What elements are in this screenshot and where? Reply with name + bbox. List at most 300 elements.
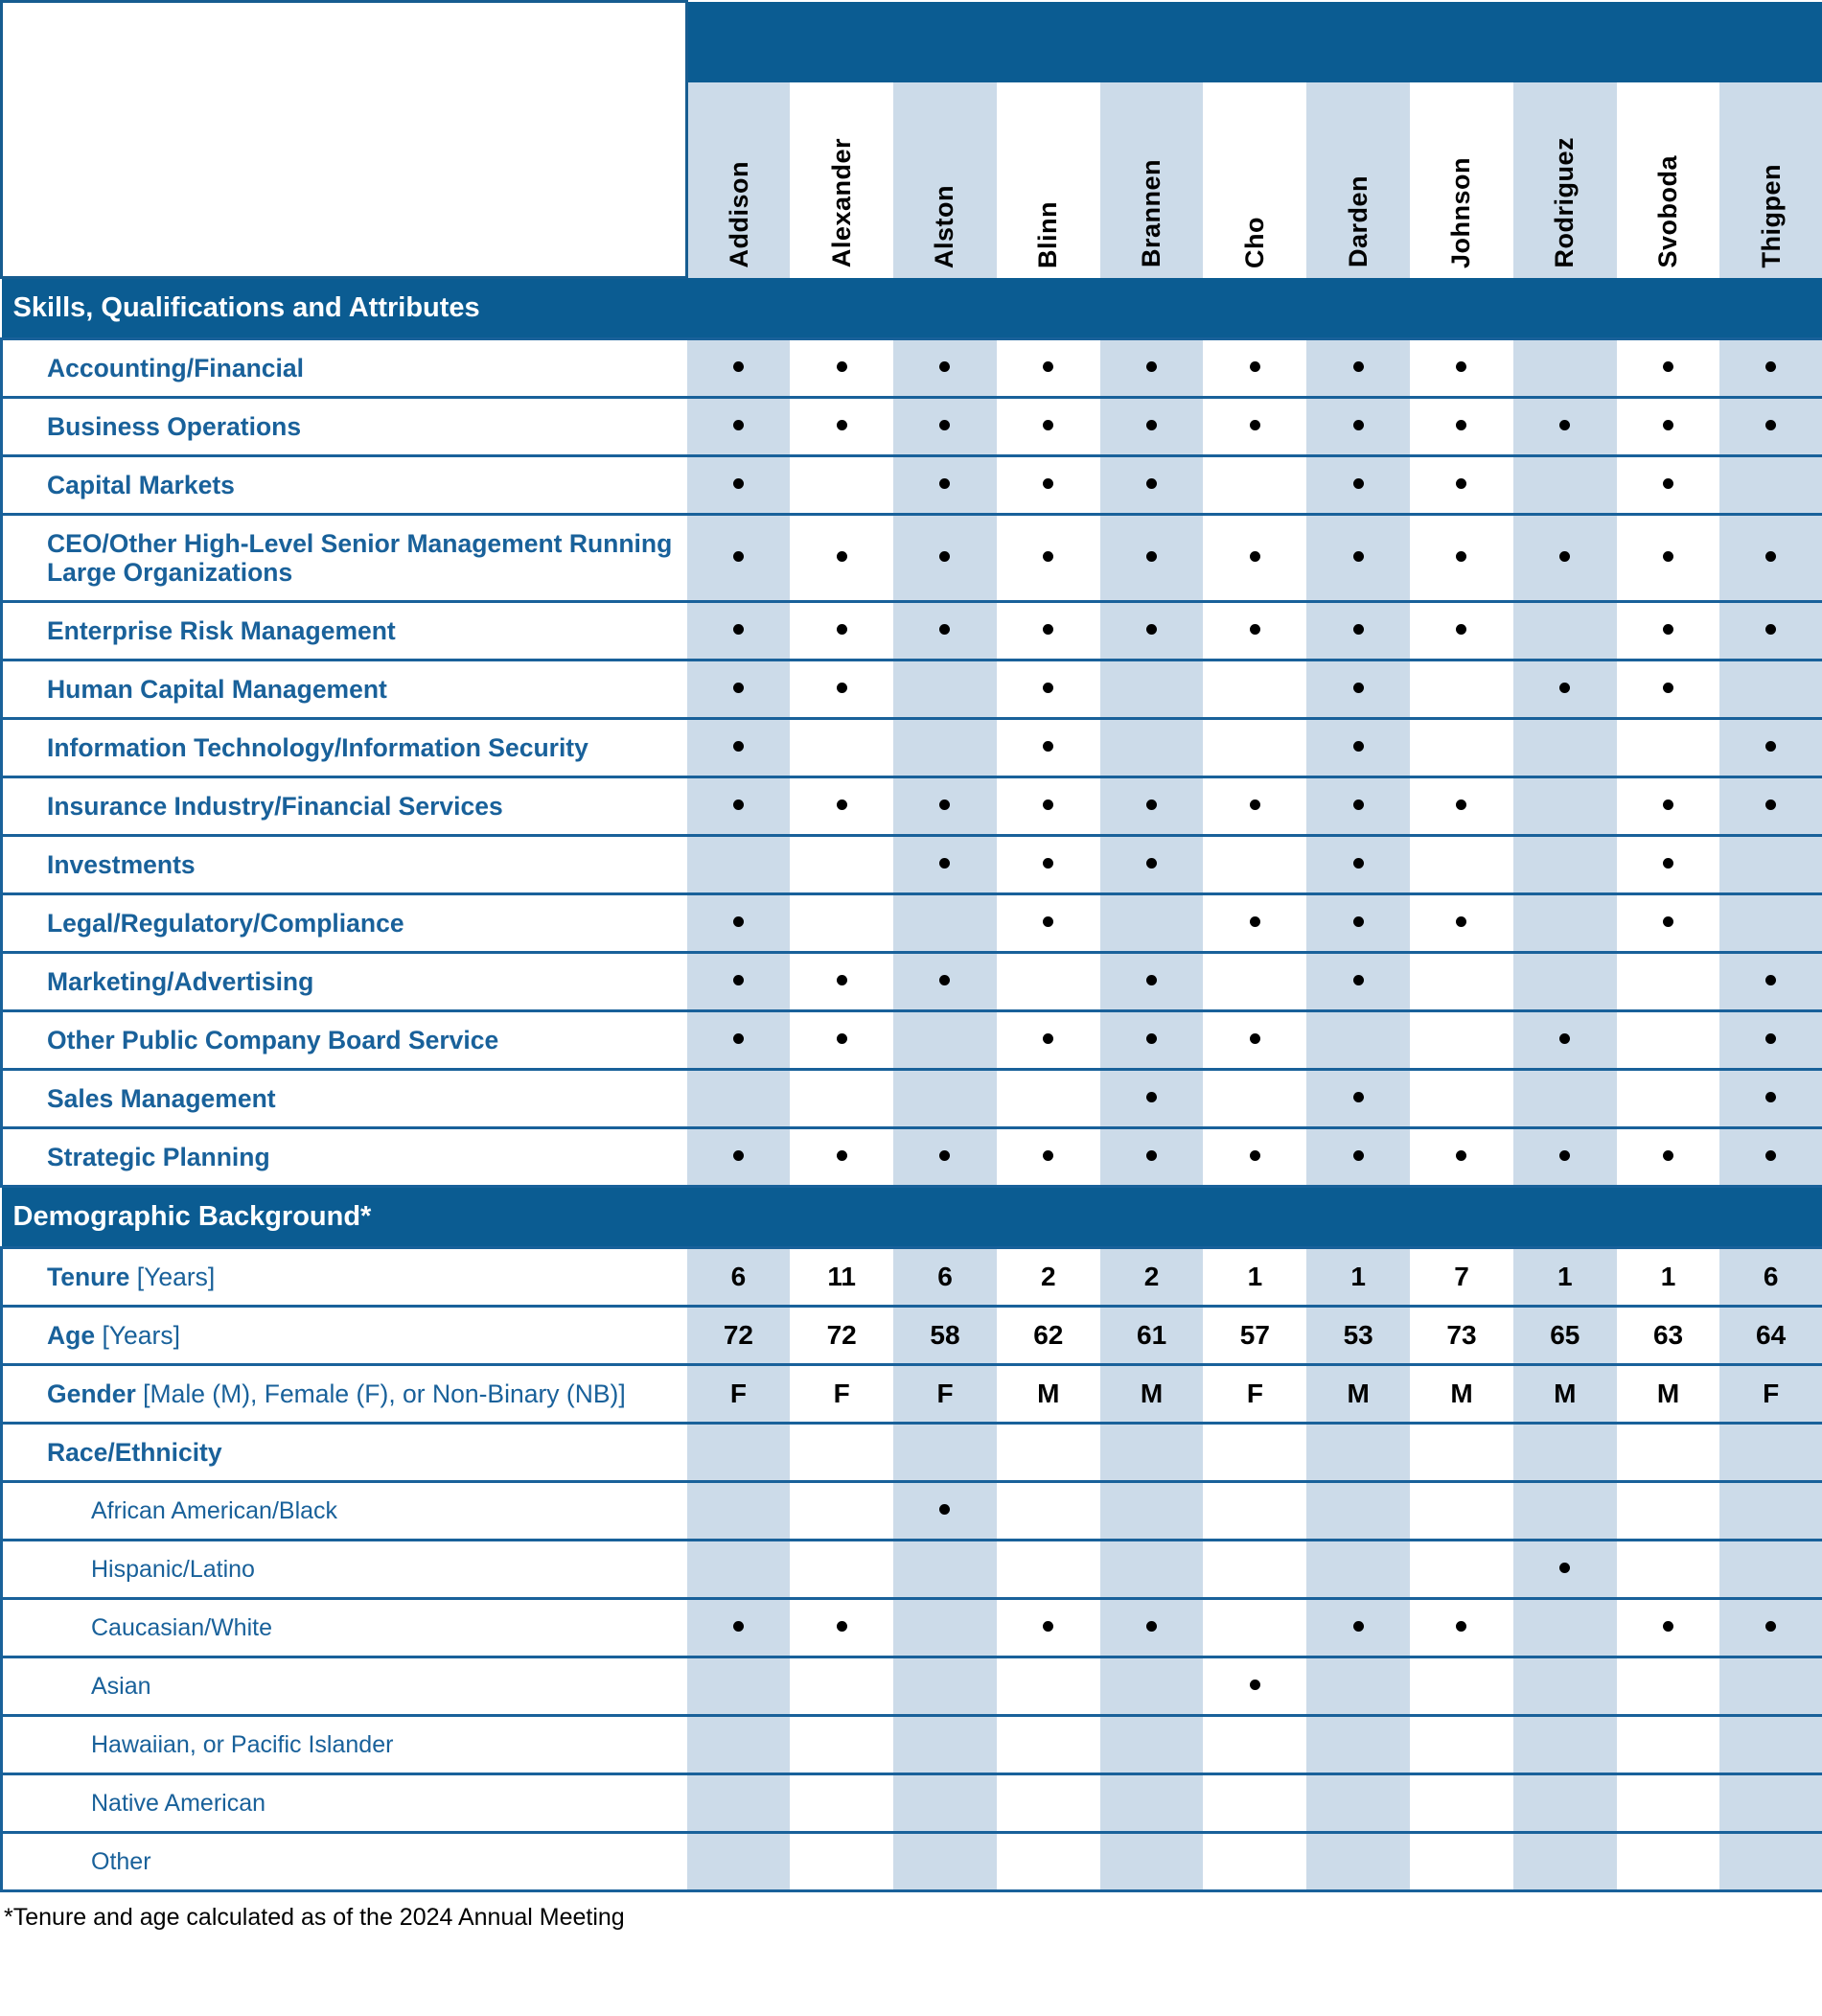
cell-svoboda [1617,719,1720,777]
cell-blinn [997,515,1100,602]
value-rodriguez [1513,1365,1617,1424]
cell-blinn [997,660,1100,719]
skills_rows-label-13: Strategic Planning [2,1128,687,1187]
check-dot-icon [1456,420,1466,430]
cell-thigpen [1719,953,1822,1011]
cell-alston [893,953,997,1011]
cell-value: M [1656,1379,1680,1408]
race-ethnicity-header-row [2,1424,1822,1482]
check-dot-icon [939,551,950,562]
cell-cho [1203,1482,1306,1541]
cell-rodriguez [1513,1482,1617,1541]
header-blue-band [1719,2,1822,82]
cell-thigpen [1719,1070,1822,1128]
cell-blinn [997,602,1100,660]
cell-thigpen [1719,398,1822,456]
value-addison [687,1307,791,1365]
check-dot-icon [1559,1150,1570,1161]
cell-darden [1306,339,1410,398]
value-svoboda [1617,1248,1720,1307]
cell-johnson [1410,1482,1513,1541]
cell-thigpen [1719,1833,1822,1891]
cell-johnson [1410,339,1513,398]
cell-addison [687,1541,791,1599]
cell-darden [1306,719,1410,777]
cell-value: 1 [1660,1262,1676,1291]
director-name-vertical [1100,77,1204,268]
director-name-vertical [1719,77,1822,268]
check-dot-icon [733,683,744,693]
cell-addison [687,894,791,953]
race_rows-label-5: Native American [2,1774,687,1833]
cell-johnson [1410,456,1513,515]
cell-addison [687,1599,791,1657]
cell-cho [1203,836,1306,894]
table-row [2,339,1822,398]
check-dot-icon [1146,975,1157,985]
check-dot-icon [1353,551,1364,562]
cell-alston [893,1599,997,1657]
skills_rows-label-12: Sales Management [2,1070,687,1128]
director-name-vertical [893,77,997,268]
value-blinn [997,1248,1100,1307]
check-dot-icon [1765,420,1776,430]
cell-value: M [1037,1379,1060,1408]
demographic-label-bold: Tenure [47,1262,130,1291]
table-row [2,1128,1822,1187]
matrix-corner-cell [2,2,687,278]
cell-rodriguez [1513,1599,1617,1657]
demographic-label-2 [2,1365,687,1424]
cell-blinn [997,1716,1100,1774]
table-row [2,1716,1822,1774]
cell-value: F [729,1379,747,1408]
check-dot-icon [1146,1092,1157,1102]
check-dot-icon [837,1150,847,1161]
table-row [2,1657,1822,1716]
check-dot-icon [733,1621,744,1632]
check-dot-icon [1043,420,1053,430]
check-dot-icon [1353,1150,1364,1161]
check-dot-icon [1250,420,1260,430]
demographic-label-rest: [Male (M), Female (F), or Non-Binary (NB)] [135,1379,626,1408]
skills_rows-label-8: Investments [2,836,687,894]
director-name-label: Thigpen [1756,164,1786,268]
skills_rows-label-3: CEO/Other High-Level Senior Management Running Large Organizations [2,515,687,602]
check-dot-icon [1765,1150,1776,1161]
cell-cho [1203,1599,1306,1657]
cell-johnson [1410,1424,1513,1482]
cell-brannen [1100,1833,1204,1891]
cell-alexander [790,1657,893,1716]
value-addison [687,1365,791,1424]
demographic-label-bold: Gender [47,1379,136,1408]
check-dot-icon [837,551,847,562]
cell-rodriguez [1513,602,1617,660]
check-dot-icon [733,551,744,562]
table-row [2,1365,1822,1424]
check-dot-icon [1456,916,1466,927]
cell-svoboda [1617,1070,1720,1128]
cell-darden [1306,456,1410,515]
header-blue-band [1410,2,1513,82]
value-addison [687,1248,791,1307]
cell-johnson [1410,1657,1513,1716]
value-johnson [1410,1307,1513,1365]
check-dot-icon [1765,551,1776,562]
cell-addison [687,1424,791,1482]
cell-alston [893,1541,997,1599]
cell-addison [687,1070,791,1128]
check-dot-icon [733,420,744,430]
cell-darden [1306,660,1410,719]
check-dot-icon [733,478,744,489]
cell-svoboda [1617,836,1720,894]
cell-cho [1203,894,1306,953]
cell-darden [1306,1070,1410,1128]
director-header-rodriguez [1513,2,1617,278]
cell-cho [1203,660,1306,719]
director-name-label: Alexander [826,138,856,268]
cell-darden [1306,777,1410,836]
demographic-label-rest: [Years] [95,1320,180,1350]
check-dot-icon [1043,741,1053,752]
cell-thigpen [1719,836,1822,894]
header-blue-band [688,2,790,82]
check-dot-icon [1353,420,1364,430]
value-darden [1306,1248,1410,1307]
cell-alexander [790,1424,893,1482]
skills_rows-label-11: Other Public Company Board Service [2,1011,687,1070]
check-dot-icon [1765,799,1776,810]
header-blue-band [1513,2,1617,82]
cell-blinn [997,777,1100,836]
cell-blinn [997,1541,1100,1599]
value-darden [1306,1307,1410,1365]
race_rows-label-4: Hawaiian, or Pacific Islander [2,1716,687,1774]
cell-rodriguez [1513,777,1617,836]
value-blinn [997,1365,1100,1424]
check-dot-icon [733,975,744,985]
check-dot-icon [939,1504,950,1515]
check-dot-icon [1456,361,1466,372]
table-row [2,1011,1822,1070]
check-dot-icon [1765,361,1776,372]
cell-alston [893,777,997,836]
director-header-alexander [790,2,893,278]
check-dot-icon [1250,1150,1260,1161]
cell-alexander [790,1833,893,1891]
cell-value: M [1347,1379,1370,1408]
check-dot-icon [1146,1150,1157,1161]
cell-alexander [790,1774,893,1833]
header-blue-band [790,2,893,82]
value-rodriguez [1513,1248,1617,1307]
cell-svoboda [1617,1833,1720,1891]
check-dot-icon [1765,975,1776,985]
cell-brannen [1100,456,1204,515]
cell-value: 73 [1446,1320,1477,1350]
director-header-svoboda [1617,2,1720,278]
cell-alexander [790,777,893,836]
table-row [2,953,1822,1011]
cell-alston [893,1833,997,1891]
value-blinn [997,1307,1100,1365]
cell-addison [687,953,791,1011]
cell-rodriguez [1513,953,1617,1011]
cell-darden [1306,515,1410,602]
director-name-label: Cho [1239,216,1269,268]
cell-value: 1 [1350,1262,1366,1291]
cell-johnson [1410,515,1513,602]
value-thigpen [1719,1307,1822,1365]
table-row [2,894,1822,953]
cell-brannen [1100,1657,1204,1716]
value-thigpen [1719,1365,1822,1424]
cell-alexander [790,836,893,894]
check-dot-icon [1250,1680,1260,1690]
cell-blinn [997,1482,1100,1541]
cell-svoboda [1617,1011,1720,1070]
value-johnson [1410,1365,1513,1424]
cell-svoboda [1617,1657,1720,1716]
check-dot-icon [1043,551,1053,562]
value-johnson [1410,1248,1513,1307]
cell-darden [1306,602,1410,660]
check-dot-icon [1043,916,1053,927]
cell-value: M [1140,1379,1164,1408]
cell-brannen [1100,398,1204,456]
value-cho [1203,1307,1306,1365]
cell-alexander [790,1128,893,1187]
footnote: *Tenure and age calculated as of the 2024 Annual Meeting [4,1904,625,1931]
race_rows-label-2: Caucasian/White [2,1599,687,1657]
cell-brannen [1100,1716,1204,1774]
cell-alexander [790,1482,893,1541]
cell-rodriguez [1513,1424,1617,1482]
skills_rows-label-6: Information Technology/Information Security [2,719,687,777]
cell-rodriguez [1513,1716,1617,1774]
cell-brannen [1100,836,1204,894]
director-header-cho [1203,2,1306,278]
cell-cho [1203,1716,1306,1774]
cell-blinn [997,1128,1100,1187]
table-row [2,602,1822,660]
check-dot-icon [939,624,950,635]
value-brannen [1100,1307,1204,1365]
cell-cho [1203,1128,1306,1187]
cell-blinn [997,1070,1100,1128]
cell-alexander [790,602,893,660]
value-cho [1203,1248,1306,1307]
cell-value: 2 [1143,1262,1160,1291]
cell-cho [1203,1011,1306,1070]
skills_rows-label-7: Insurance Industry/Financial Services [2,777,687,836]
cell-alexander [790,1599,893,1657]
value-alston [893,1365,997,1424]
check-dot-icon [939,975,950,985]
cell-brannen [1100,1541,1204,1599]
cell-value: 2 [1041,1262,1056,1291]
cell-addison [687,1774,791,1833]
cell-brannen [1100,777,1204,836]
cell-alston [893,660,997,719]
cell-rodriguez [1513,1011,1617,1070]
cell-rodriguez [1513,660,1617,719]
cell-cho [1203,1774,1306,1833]
value-alexander [790,1307,893,1365]
check-dot-icon [1353,975,1364,985]
cell-johnson [1410,836,1513,894]
cell-addison [687,719,791,777]
check-dot-icon [1663,858,1673,869]
check-dot-icon [1146,361,1157,372]
cell-blinn [997,398,1100,456]
cell-johnson [1410,1011,1513,1070]
cell-cho [1203,398,1306,456]
cell-alexander [790,515,893,602]
cell-darden [1306,1657,1410,1716]
cell-svoboda [1617,339,1720,398]
cell-value: 57 [1239,1320,1270,1350]
check-dot-icon [1043,478,1053,489]
skills_rows-label-2: Capital Markets [2,456,687,515]
director-name-label: Johnson [1446,156,1476,268]
cell-darden [1306,1482,1410,1541]
check-dot-icon [1353,683,1364,693]
cell-alston [893,1128,997,1187]
check-dot-icon [1146,799,1157,810]
cell-alexander [790,1011,893,1070]
cell-rodriguez [1513,1774,1617,1833]
check-dot-icon [939,1150,950,1161]
cell-blinn [997,1657,1100,1716]
cell-addison [687,515,791,602]
cell-addison [687,836,791,894]
cell-johnson [1410,1774,1513,1833]
check-dot-icon [837,1621,847,1632]
check-dot-icon [733,361,744,372]
cell-rodriguez [1513,1833,1617,1891]
race_rows-label-3: Asian [2,1657,687,1716]
cell-brannen [1100,515,1204,602]
check-dot-icon [1250,799,1260,810]
cell-thigpen [1719,456,1822,515]
cell-alexander [790,339,893,398]
check-dot-icon [1559,551,1570,562]
cell-brannen [1100,1070,1204,1128]
value-alston [893,1307,997,1365]
cell-brannen [1100,602,1204,660]
check-dot-icon [1559,1563,1570,1573]
director-header-johnson [1410,2,1513,278]
director-header-addison [687,2,791,278]
value-rodriguez [1513,1307,1617,1365]
check-dot-icon [1353,741,1364,752]
cell-blinn [997,1599,1100,1657]
check-dot-icon [1456,1150,1466,1161]
director-name-label: Darden [1343,175,1372,268]
cell-value: F [1246,1379,1263,1408]
check-dot-icon [1353,1621,1364,1632]
table-row [2,1599,1822,1657]
cell-value: 6 [937,1262,953,1291]
cell-brannen [1100,719,1204,777]
cell-thigpen [1719,1424,1822,1482]
cell-alexander [790,456,893,515]
cell-thigpen [1719,1011,1822,1070]
cell-darden [1306,398,1410,456]
demographic-label-0 [2,1248,687,1307]
table-row [2,515,1822,602]
check-dot-icon [1043,1150,1053,1161]
director-name-vertical [1617,77,1720,268]
table-row [2,1541,1822,1599]
check-dot-icon [1663,1621,1673,1632]
cell-addison [687,398,791,456]
cell-darden [1306,953,1410,1011]
cell-addison [687,1716,791,1774]
cell-johnson [1410,660,1513,719]
cell-value: 72 [723,1320,753,1350]
check-dot-icon [1765,741,1776,752]
race_rows-label-6: Other [2,1833,687,1891]
cell-darden [1306,1774,1410,1833]
check-dot-icon [837,975,847,985]
cell-thigpen [1719,1774,1822,1833]
director-name-vertical [997,77,1100,268]
cell-alston [893,456,997,515]
check-dot-icon [1663,420,1673,430]
check-dot-icon [837,683,847,693]
cell-alexander [790,953,893,1011]
cell-brannen [1100,339,1204,398]
skills_rows-label-5: Human Capital Management [2,660,687,719]
cell-darden [1306,1424,1410,1482]
header-blue-band [1617,2,1720,82]
skills_rows-label-4: Enterprise Risk Management [2,602,687,660]
cell-blinn [997,1774,1100,1833]
director-name-vertical [1513,77,1617,268]
value-brannen [1100,1365,1204,1424]
cell-value: 63 [1652,1320,1684,1350]
table-row [2,1774,1822,1833]
check-dot-icon [1146,551,1157,562]
cell-thigpen [1719,1657,1822,1716]
check-dot-icon [1663,916,1673,927]
cell-blinn [997,339,1100,398]
cell-value: M [1450,1379,1473,1408]
cell-cho [1203,515,1306,602]
cell-darden [1306,1599,1410,1657]
cell-svoboda [1617,953,1720,1011]
table-row [2,1248,1822,1307]
director-name-header-row [2,2,1822,278]
check-dot-icon [1663,624,1673,635]
cell-svoboda [1617,398,1720,456]
cell-rodriguez [1513,1070,1617,1128]
check-dot-icon [837,361,847,372]
cell-value: F [1763,1379,1780,1408]
cell-value: 6 [1763,1262,1779,1291]
check-dot-icon [837,624,847,635]
cell-johnson [1410,602,1513,660]
check-dot-icon [939,420,950,430]
check-dot-icon [1250,361,1260,372]
cell-alston [893,1482,997,1541]
cell-alexander [790,894,893,953]
check-dot-icon [1250,624,1260,635]
